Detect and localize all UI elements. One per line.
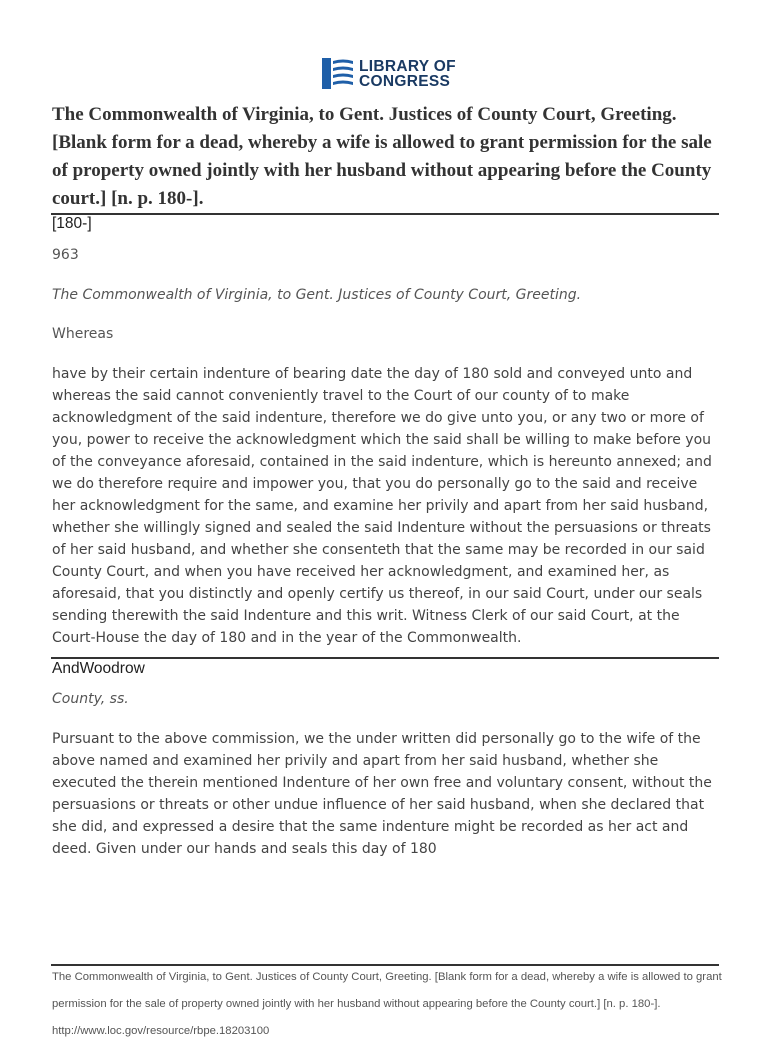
form-heading: The Commonwealth of Virginia, to Gent. Justices of County Court, Greeting. — [52, 287, 582, 303]
document-date: [180-] — [52, 215, 92, 232]
commission-paragraph: have by their certain indenture of bearing date the day of 180 sold and conveyed unto and whereas the said cannot conveniently travel to the Court of our county of to make acknowledgment of the said indenture, therefore we do give unto you, or any two or more of you, power to receive the acknowledgment which the said shall be willing to make before you of the conveyance aforesaid, contained in the said indenture, which is hereunto annexed; and we do therefore require and impower you, that you do personally go to the said and receive her acknowledgment for the same, and examine her privily and apart from her said husband, whether she willingly signed and sealed the said Indenture without the persuasions or threats of her said husband, and whether she consenteth that the same may be recorded in our said County Court, and when you have received her acknowledgment, and examined her, as aforesaid, that you distinctly and openly certify us thereof, in our said Court, under our seals sending therewith the said Indenture and this writ. Witness Clerk of our said Court, at the Court-House the day of 180 and in the year of the Commonwealth. — [52, 366, 712, 646]
item-number: 963 — [52, 247, 79, 263]
logo-wordmark — [359, 59, 456, 89]
library-of-congress-logo-icon — [322, 58, 355, 89]
signers-line: AndWoodrow — [52, 660, 145, 677]
county-label: County, ss. — [52, 691, 129, 707]
document-title: The Commonwealth of Virginia, to Gent. Justices of County Court, Greeting. [Blank form for a dead, whereby a wife is allowed to grant permission for the sale of property owned jointly with her husband without appearing before the County court.] [n. p. 180-]. — [52, 104, 712, 209]
logo-line-1: LIBRARY OF — [359, 57, 456, 75]
footer-citation — [52, 964, 732, 1045]
certificate-paragraph: Pursuant to the above commission, we the under written did personally go to the wife of the above named and examined her privily and apart from her said husband, whether she executed the therein mentioned Indenture of her own free and voluntary consent, without the persuasions or threats or other undue influence of her said husband, when she declared that she did, and expressed a desire that the same indenture might be recorded as her act and deed. Given under our hands and seals this day of 180 — [52, 731, 712, 857]
citation-text: The Commonwealth of Virginia, to Gent. Justices of County Court, Greeting. [Blank form for a dead, whereby a wife is allowed to grant permission for the sale of property owned jointly with her husband without appearing before the County court.] [n. p. 180-]. — [52, 971, 722, 1010]
resource-link[interactable]: http://www.loc.gov/resource/rbpe.18203100 — [52, 1025, 270, 1037]
title-divider — [51, 213, 719, 215]
logo-line-2: CONGRESS — [359, 72, 451, 90]
section-divider — [51, 657, 719, 659]
whereas-label: Whereas — [52, 326, 114, 342]
library-of-congress-logo[interactable] — [322, 58, 456, 89]
